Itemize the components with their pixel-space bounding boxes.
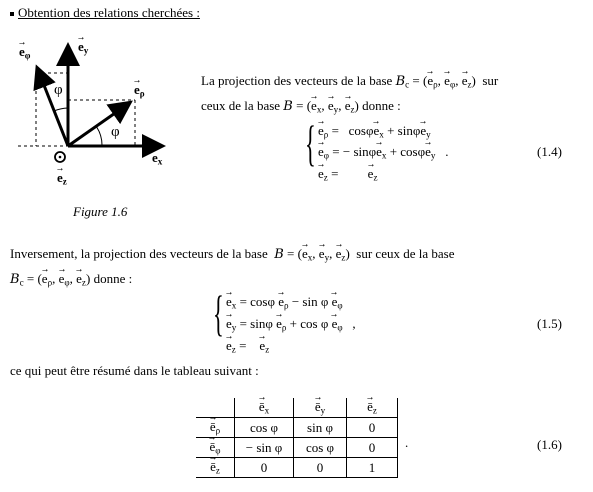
table-cell: 1 [347, 458, 398, 478]
projection-table [196, 398, 398, 478]
table-cell: 0 [347, 438, 398, 458]
eq14-row1: → $e_\rho = \cos\varphi\to e_x + \sin\varphi\to e_y$ [318, 123, 431, 139]
eq14-row3: → $e_z$ = → $e_z$ [318, 166, 378, 182]
para1-line1: La projection des vecteurs de la base $B_c$ = (→ $e_\rho$, → $e_\varphi$, → $e_z$) sur [201, 73, 498, 89]
table-row [196, 458, 398, 478]
table-cell: cos φ [235, 418, 294, 438]
eq15-number: (1.5) [537, 316, 562, 331]
eq14-row2: → $e_\varphi$ = − $\sin\varphi\to e_x + \cos\varphi\to e_y$ . [318, 144, 448, 160]
header-ex: → $ē_x$ [235, 398, 294, 418]
table-cell: 0 [235, 458, 294, 478]
para3: ce qui peut être résumé dans le tableau suivant : [10, 363, 259, 378]
bullet-icon [10, 12, 14, 16]
eq15-row3: → $e_z$ = → $e_z$ [226, 338, 269, 354]
para1-line2: ceux de la base B = (→ $e_x$, → $e_y$, → $e_z$) donne : [201, 98, 401, 114]
heading-text: Obtention des relations cherchées : [18, 5, 200, 20]
eq15-row1: → $e_x = \cos\varphi \to e_\rho - \sin \varphi \to e_\varphi$ [226, 294, 343, 310]
header-ez: → $ē_z$ [347, 398, 398, 418]
row-label: → $ē_z$ [196, 458, 235, 478]
para2-line1: Inversement, la projection des vecteurs de la base B = (→ $e_x$, → $e_y$, → $e_z$) sur ceux de la base [10, 246, 454, 262]
figure-diagram [10, 28, 185, 198]
table-cell: sin φ [294, 418, 347, 438]
label-ey: → $e_y$ [78, 39, 88, 55]
table-row [196, 418, 398, 438]
table-cell: 0 [347, 418, 398, 438]
eq14-number: (1.4) [537, 144, 562, 159]
label-erho: → $e_\rho$ [134, 82, 145, 98]
eq15-brace: { [213, 285, 224, 341]
table-cell: cos φ [294, 438, 347, 458]
label-phi-bottom: φ [111, 124, 120, 140]
table-cell: 0 [294, 458, 347, 478]
eq16-number: (1.6) [537, 437, 562, 452]
eq15-row2: → $e_y = \sin\varphi \to e_\rho + \cos \varphi \to e_\varphi$ , [226, 316, 356, 332]
header-ey: → $ē_y$ [294, 398, 347, 418]
angle-arc-top [54, 108, 68, 111]
eq14-brace: { [305, 115, 316, 171]
figure-caption: Figure 1.6 [73, 204, 128, 219]
label-phi-top: φ [54, 82, 63, 98]
label-ephi: → $e_\varphi$ [19, 44, 30, 60]
section-heading [10, 5, 200, 21]
table-cell: − sin φ [235, 438, 294, 458]
row-label: → $ē_\varphi$ [196, 438, 235, 458]
label-ex: → $e_x$ [152, 150, 162, 166]
label-ez: → $e_z$ [57, 170, 67, 186]
para2-line2: $B_c$ = (→ $e_\rho$, → $e_\varphi$, → $e_z$) donne : [10, 271, 132, 287]
table-row [196, 438, 398, 458]
table-trailing-dot: . [405, 435, 409, 450]
angle-arc-bottom [96, 126, 102, 146]
row-label: → $ē_\rho$ [196, 418, 235, 438]
